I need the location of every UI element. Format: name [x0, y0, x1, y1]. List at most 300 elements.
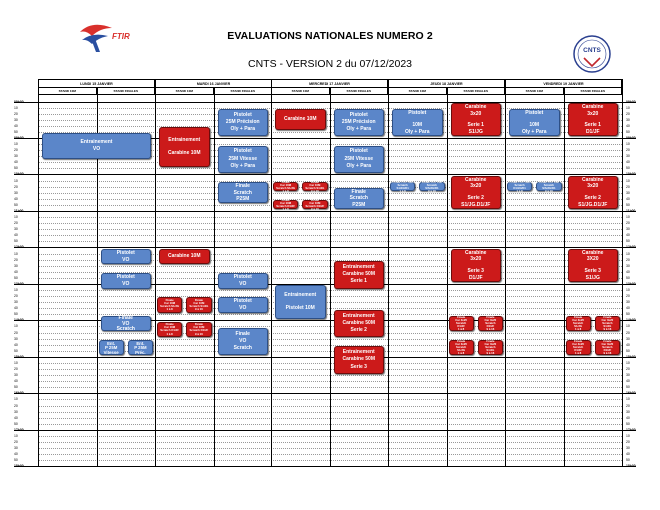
event-line: Carabine	[582, 104, 604, 111]
event-block[interactable]	[568, 176, 619, 209]
event-line: 1 à 8	[282, 188, 289, 193]
event-line: VO	[122, 256, 130, 263]
event-line: VO	[239, 338, 247, 345]
event-line: P 25M	[134, 345, 147, 351]
event-line: Carabine	[465, 104, 487, 111]
event-line: Car 3x20	[484, 342, 497, 347]
stand-separator	[447, 88, 448, 466]
time-label-left: 30	[14, 373, 18, 378]
time-label-right: 10	[626, 178, 630, 183]
event-line: Pistolet	[116, 249, 135, 256]
time-label-left: 10	[14, 397, 18, 402]
event-line: S1/JG	[457, 348, 466, 353]
event-block[interactable]	[449, 316, 474, 331]
time-label-right: 30	[626, 117, 630, 122]
event-block[interactable]	[186, 297, 211, 312]
stand-separator	[330, 88, 331, 466]
time-label-left: 40	[14, 269, 18, 274]
event-block[interactable]	[275, 285, 326, 318]
event-block[interactable]	[273, 179, 298, 193]
time-label-left: 30	[14, 336, 18, 341]
event-line: Finale Pist 10M	[392, 179, 413, 184]
event-line: Préc.	[135, 350, 146, 356]
time-label-right: 17h00	[626, 427, 636, 432]
time-label-right: 40	[626, 196, 630, 201]
event-line: Finale	[165, 322, 174, 327]
event-block[interactable]	[595, 340, 620, 355]
event-line: Serie 3	[350, 363, 367, 370]
time-label-right: 50	[626, 202, 630, 207]
stand-header: STAND FINALES	[97, 88, 156, 95]
event-block[interactable]	[218, 146, 269, 173]
event-line: Ent.	[107, 340, 116, 346]
event-block[interactable]	[159, 127, 210, 166]
event-block[interactable]	[568, 103, 619, 136]
event-line: Pistolet	[349, 111, 368, 118]
time-label-left: 10	[14, 324, 18, 329]
event-block[interactable]	[392, 109, 443, 136]
event-line: 9 à 16	[310, 188, 319, 193]
time-label-right: 50	[626, 239, 630, 244]
day-header: LUNDI 15 JANVIER	[38, 79, 155, 88]
event-block[interactable]	[42, 133, 151, 159]
time-label-left: 40	[14, 233, 18, 238]
time-label-left: 50	[14, 166, 18, 171]
event-block[interactable]	[334, 310, 385, 337]
time-label-left: 50	[14, 275, 18, 280]
event-block[interactable]	[128, 340, 153, 355]
event-line: Scratch S1/JG	[189, 304, 209, 309]
stand-header: STAND 10M	[38, 88, 97, 95]
event-line: Pistolet	[408, 110, 427, 117]
event-block[interactable]	[218, 328, 269, 355]
time-label-left: 50	[14, 348, 18, 353]
event-line: Scratch	[485, 345, 496, 350]
time-label-right: 30	[626, 336, 630, 341]
event-line: Scratch	[116, 326, 135, 333]
time-label-left: 09h00	[14, 99, 24, 104]
event-line: Finale Pist 10M	[538, 179, 559, 184]
event-block[interactable]	[451, 103, 502, 136]
time-label-left: 20	[14, 367, 18, 372]
event-line: 1 à 8	[575, 326, 582, 331]
time-label-right: 50	[626, 275, 630, 280]
event-block[interactable]	[302, 179, 327, 193]
time-label-left: 40	[14, 415, 18, 420]
time-label-left: 30	[14, 190, 18, 195]
event-block[interactable]	[419, 179, 444, 193]
stand-header: STAND 10M	[505, 88, 564, 95]
time-label-right: 20	[626, 148, 630, 153]
event-line: S/S/JG/D1	[542, 185, 556, 190]
event-line: 9 à 16	[486, 351, 495, 356]
day-header: VENDREDI 19 JANVIER	[505, 79, 622, 88]
event-line: 1 à 8	[399, 188, 406, 193]
event-line: 25M Vitesse	[228, 155, 258, 162]
event-line: 9 à 16	[603, 351, 612, 356]
time-label-left: 20	[14, 330, 18, 335]
event-line: Finale Pist 10M	[421, 179, 442, 184]
event-line: 3x20	[470, 256, 482, 263]
event-line: Scratch	[572, 345, 584, 350]
time-label-right: 16h00	[626, 391, 636, 396]
time-label-right: 20	[626, 330, 630, 335]
event-line: 3x20	[587, 110, 599, 117]
stand-header: STAND 10M	[155, 88, 214, 95]
event-line: Car 10M	[280, 182, 292, 187]
time-label-right: 10	[626, 360, 630, 365]
day-separator	[388, 79, 389, 466]
event-block[interactable]	[566, 316, 591, 331]
time-label-left: 20	[14, 257, 18, 262]
event-block[interactable]	[334, 146, 385, 173]
event-block[interactable]	[478, 340, 503, 355]
time-label-right: 20	[626, 439, 630, 444]
event-line: Carabine 10M	[283, 116, 317, 123]
event-block[interactable]	[390, 179, 415, 193]
event-line: 1 à 8	[516, 188, 523, 193]
event-line: Car 10M	[193, 300, 205, 305]
time-label-left: 10	[14, 287, 18, 292]
hour-line	[14, 393, 636, 394]
event-block[interactable]	[536, 179, 561, 193]
time-label-right: 30	[626, 373, 630, 378]
event-line: 1 à 8	[166, 307, 173, 312]
time-label-left: 10	[14, 178, 18, 183]
time-label-left: 40	[14, 379, 18, 384]
event-line: D1/JF	[457, 323, 465, 328]
event-block[interactable]	[275, 109, 326, 130]
event-block[interactable]	[159, 249, 210, 264]
event-line: Oly + Para	[346, 162, 372, 169]
time-label-left: 15h00	[14, 354, 24, 359]
event-line: 25M Précision	[225, 119, 260, 126]
event-block[interactable]	[509, 109, 560, 136]
time-label-right: 50	[626, 166, 630, 171]
event-line: Oly + Para	[230, 126, 256, 133]
event-line: Pistolet	[116, 274, 135, 281]
event-line: VO	[239, 280, 247, 287]
event-line: Finale	[457, 339, 466, 344]
time-label-left: 10	[14, 215, 18, 220]
event-line: Entrainement	[342, 263, 375, 270]
time-label-left: 16h00	[14, 391, 24, 396]
time-label-left: 40	[14, 160, 18, 165]
event-line: Serie 1	[467, 122, 484, 129]
event-line: D1/JG/D1	[513, 185, 526, 190]
event-line: Entrainement	[342, 312, 375, 319]
time-label-left: 30	[14, 446, 18, 451]
event-block[interactable]	[507, 179, 532, 193]
event-line: Serie 2	[584, 195, 601, 202]
event-line: Carabine 10M	[167, 252, 201, 259]
event-block[interactable]	[99, 340, 124, 355]
event-line: S1/JG	[486, 348, 495, 353]
day-separator	[505, 79, 506, 466]
time-label-right: 20	[626, 184, 630, 189]
event-line: S/S/JG/D1	[425, 185, 439, 190]
event-line: Ent.	[136, 340, 145, 346]
event-line: Finale	[574, 314, 583, 319]
event-block[interactable]	[568, 249, 619, 282]
time-label-left: 30	[14, 409, 18, 414]
time-label-left: 50	[14, 312, 18, 317]
time-label-right: 20	[626, 221, 630, 226]
event-line: Vitesse	[103, 350, 119, 356]
event-line: Car 10M	[164, 300, 176, 305]
time-label-right: 40	[626, 415, 630, 420]
time-label-right: 30	[626, 409, 630, 414]
event-line: Carabine	[465, 249, 487, 256]
event-line: D1/JF	[468, 274, 483, 281]
time-label-right: 10	[626, 142, 630, 147]
event-line: P 25M	[104, 345, 118, 351]
event-line: S1/JG	[574, 323, 583, 328]
event-block[interactable]	[218, 273, 269, 288]
time-label-left: 17h00	[14, 427, 24, 432]
event-line: Car 10M	[309, 200, 321, 205]
event-line: Scratch S1/JG	[305, 185, 325, 190]
stand-header: STAND 10M	[271, 88, 330, 95]
time-label-right: 10	[626, 397, 630, 402]
event-line: Finale	[235, 183, 250, 190]
time-label-left: 50	[14, 458, 18, 463]
event-line: Finale	[486, 314, 495, 319]
event-line: 3x20	[470, 110, 482, 117]
time-label-right: 50	[626, 385, 630, 390]
event-line: Scratch D1/JF	[189, 328, 209, 333]
event-line: Car 10M	[280, 200, 292, 205]
time-label-left: 50	[14, 129, 18, 134]
event-line: Finale	[603, 314, 612, 319]
event-line: Serie 1	[584, 122, 601, 129]
stand-header: STAND 10M	[388, 88, 447, 95]
event-line: Scratch	[426, 182, 437, 187]
time-label-left: 30	[14, 154, 18, 159]
time-label-right: 50	[626, 312, 630, 317]
event-line: D1/JF	[486, 323, 495, 328]
time-label-right: 40	[626, 306, 630, 311]
time-label-left: 09h00	[14, 135, 24, 140]
time-label-right: 40	[626, 452, 630, 457]
event-block[interactable]	[218, 109, 269, 136]
event-line: P25M	[352, 201, 366, 208]
time-label-left: 20	[14, 221, 18, 226]
event-line: 9 à 16	[194, 307, 203, 312]
event-line: Scratch D1/JF	[160, 328, 179, 333]
event-block[interactable]	[566, 340, 591, 355]
event-line: S1/JG.D1/JF	[578, 201, 608, 208]
event-block[interactable]	[157, 297, 182, 312]
event-line: VO	[122, 280, 130, 287]
event-line: Oly + Para	[230, 162, 256, 169]
event-block[interactable]	[101, 316, 152, 331]
time-label-right: 30	[626, 227, 630, 232]
event-line: Entrainement	[284, 292, 317, 299]
time-label-left: 18h00	[14, 464, 24, 469]
event-line: 1 à 8	[166, 331, 173, 336]
event-line: Scratch	[455, 320, 467, 325]
event-line: Oly + Para	[404, 128, 430, 135]
event-line: P25M	[236, 195, 250, 202]
event-line: Car 10M	[309, 182, 321, 187]
time-label-right: 09h00	[626, 99, 636, 104]
event-line: Carabine	[582, 176, 604, 183]
time-label-left: 40	[14, 123, 18, 128]
event-line: Carabine	[582, 249, 604, 256]
time-label-left: 40	[14, 452, 18, 457]
event-line: Oly + Para	[521, 128, 547, 135]
event-line: 9 à 16	[310, 206, 319, 211]
event-line: Finale	[235, 330, 250, 337]
event-block[interactable]	[218, 297, 269, 312]
hour-line	[14, 466, 636, 467]
event-line: 9 à 16	[486, 326, 495, 331]
event-line: 1 à 8	[575, 351, 582, 356]
time-label-right: 30	[626, 446, 630, 451]
event-line: 9 à 16	[544, 188, 553, 193]
event-line: Scratch S1/JG	[160, 304, 180, 309]
time-label-left: 12h00	[14, 245, 24, 250]
time-label-left: 20	[14, 403, 18, 408]
time-label-left: 30	[14, 227, 18, 232]
event-block[interactable]	[157, 322, 182, 337]
time-label-left: 11h00	[14, 208, 24, 213]
event-line: Serie 2	[467, 195, 484, 202]
time-label-right: 13h00	[626, 281, 636, 286]
event-line: 3x20	[470, 183, 482, 190]
time-label-right: 20	[626, 403, 630, 408]
event-line: Scratch	[572, 320, 584, 325]
time-label-left: 14h00	[14, 318, 24, 323]
event-line: 1 à 8	[458, 351, 465, 356]
event-block[interactable]	[451, 249, 502, 282]
event-block[interactable]	[101, 273, 152, 288]
event-block[interactable]	[186, 322, 211, 337]
event-line: Scratch D1/JF	[276, 203, 295, 208]
event-line: 1 à 8	[458, 326, 465, 331]
time-label-left: 50	[14, 202, 18, 207]
event-block[interactable]	[334, 346, 385, 373]
event-line: Finale	[351, 188, 366, 195]
time-label-right: 40	[626, 379, 630, 384]
event-block[interactable]	[478, 316, 503, 331]
time-label-left: 10	[14, 105, 18, 110]
time-label-right: 30	[626, 300, 630, 305]
time-label-right: 18h00	[626, 464, 636, 469]
time-label-right: 11h00	[626, 208, 636, 213]
event-block[interactable]	[334, 188, 385, 209]
time-label-left: 40	[14, 196, 18, 201]
event-line: Serie 3	[584, 268, 601, 275]
event-block[interactable]	[218, 182, 269, 203]
time-label-right: 09h00	[626, 135, 636, 140]
event-line: 10M	[529, 122, 540, 129]
event-line: Finale	[194, 322, 203, 327]
time-label-right: 20	[626, 294, 630, 299]
event-line: 25M Vitesse	[344, 155, 374, 162]
event-line: Finale	[574, 339, 583, 344]
event-line: Scratch	[543, 182, 554, 187]
time-label-right: 30	[626, 190, 630, 195]
event-block[interactable]	[595, 316, 620, 331]
time-label-left: 50	[14, 385, 18, 390]
time-label-right: 40	[626, 160, 630, 165]
event-block[interactable]	[101, 249, 152, 264]
event-line: VO	[239, 305, 247, 312]
event-line: 9 à 16	[603, 326, 612, 331]
event-line: Finale Pist 10M	[509, 179, 530, 184]
time-label-right: 10h00	[626, 172, 636, 177]
event-line: Car 10M	[164, 325, 176, 330]
time-label-left: 10h00	[14, 172, 24, 177]
day-separator	[622, 79, 623, 466]
time-label-right: 10	[626, 433, 630, 438]
event-line: Scratch	[514, 182, 525, 187]
stand-header: STAND FINALES	[214, 88, 273, 95]
hour-line	[14, 174, 636, 175]
event-line: S1/JG	[585, 274, 600, 281]
time-label-right: 30	[626, 263, 630, 268]
event-line: 3x20	[587, 183, 599, 190]
event-line: Pistolet	[525, 110, 544, 117]
event-block[interactable]	[334, 261, 385, 289]
event-line: 25M Précision	[341, 119, 376, 126]
event-line: Car 3x20	[601, 342, 614, 347]
time-label-left: 30	[14, 300, 18, 305]
event-block[interactable]	[302, 197, 327, 211]
event-line: Carabine 50M	[342, 356, 375, 363]
event-line: Pistolet	[233, 298, 252, 305]
time-label-right: 20	[626, 111, 630, 116]
event-line: Car 3x20	[572, 317, 584, 322]
event-line: Scratch	[233, 345, 252, 352]
time-label-right: 30	[626, 154, 630, 159]
time-label-left: 20	[14, 439, 18, 444]
time-label-right: 40	[626, 123, 630, 128]
event-line: Finale	[603, 339, 612, 344]
time-label-left: 20	[14, 148, 18, 153]
event-line: 9 à 16	[427, 188, 436, 193]
event-line: S1/JG	[603, 323, 612, 328]
event-line: D1/JF	[585, 128, 600, 135]
time-label-left: 40	[14, 342, 18, 347]
time-label-left: 20	[14, 111, 18, 116]
event-line: D1/JF	[574, 348, 582, 353]
event-line: Car 3x20	[572, 342, 584, 347]
event-block[interactable]	[273, 197, 298, 211]
time-label-right: 40	[626, 269, 630, 274]
event-line: Car 3x20	[601, 317, 614, 322]
page-title: EVALUATIONS NATIONALES NUMERO 2	[227, 30, 433, 42]
event-line: Pistolet	[233, 111, 252, 118]
stand-header: STAND FINALES	[447, 88, 506, 95]
time-label-left: 20	[14, 294, 18, 299]
day-separator	[155, 79, 156, 466]
event-block[interactable]	[451, 176, 502, 209]
event-block[interactable]	[449, 340, 474, 355]
time-label-right: 40	[626, 342, 630, 347]
event-block[interactable]	[334, 109, 385, 136]
time-label-left: 50	[14, 239, 18, 244]
time-label-right: 50	[626, 458, 630, 463]
event-line: Scratch D1/JF	[305, 203, 325, 208]
event-line: Finale	[165, 297, 174, 302]
event-line: Finale	[118, 315, 133, 322]
event-line: Serie 1	[350, 278, 367, 285]
event-line: S1/JG/D1	[396, 185, 409, 190]
event-line: Finale	[194, 297, 203, 302]
